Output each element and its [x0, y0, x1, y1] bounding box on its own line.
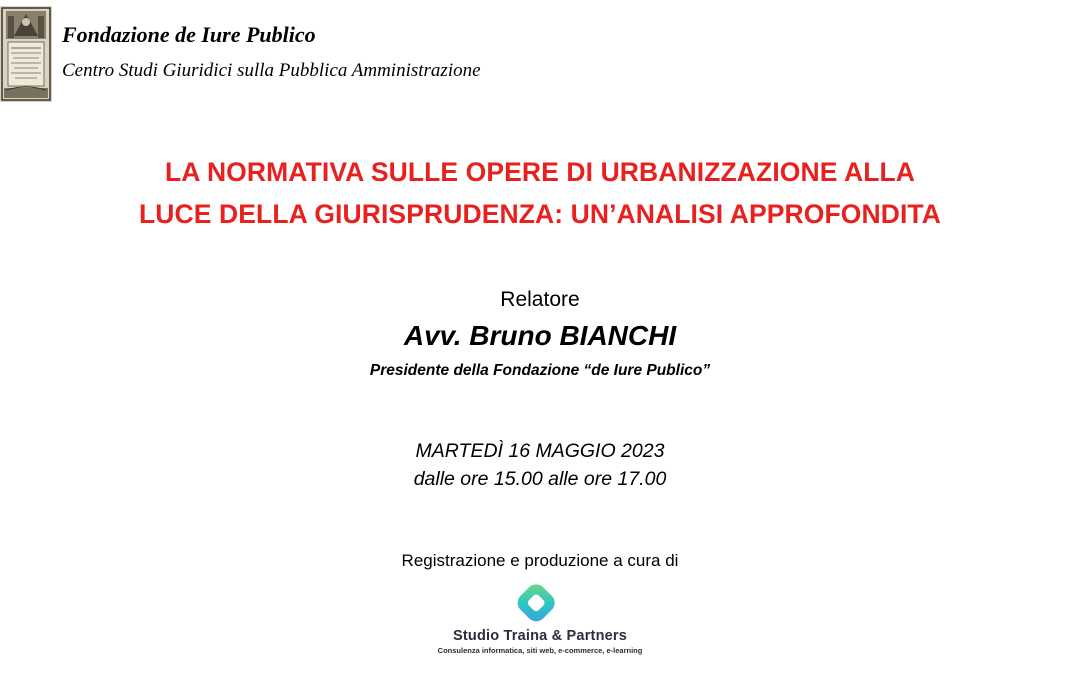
foundation-subtitle: Centro Studi Giuridici sulla Pubblica Amministrazione	[62, 60, 481, 81]
event-title	[0, 151, 1080, 235]
speaker-name: Avv. Bruno BIANCHI	[403, 320, 677, 351]
company-tagline: Consulenza informatica, siti web, e-commerce, e-learning	[437, 646, 643, 655]
event-time: dalle ore 15.00 alle ore 17.00	[413, 468, 667, 490]
gradient-rounded-diamond-icon	[513, 580, 565, 628]
production-label: Registrazione e produzione a cura di	[401, 551, 679, 570]
company-name: Studio Traina & Partners	[452, 628, 627, 644]
speaker-role: Presidente della Fondazione “de Iure Publico”	[369, 362, 711, 379]
event-title-line-2: LUCE DELLA GIURISPRUDENZA: UN’ANALISI APPROFONDITA	[139, 199, 941, 229]
event-date: MARTEDÌ 16 MAGGIO 2023	[415, 440, 665, 462]
foundation-name: Fondazione de Iure Publico	[62, 22, 316, 47]
speaker-label: Relatore	[500, 288, 580, 311]
event-title-line-1: LA NORMATIVA SULLE OPERE DI URBANIZZAZIONE ALLA	[164, 157, 916, 187]
engraving-book-icon	[0, 6, 52, 102]
company-logo	[513, 580, 565, 628]
foundation-logo	[0, 6, 52, 102]
